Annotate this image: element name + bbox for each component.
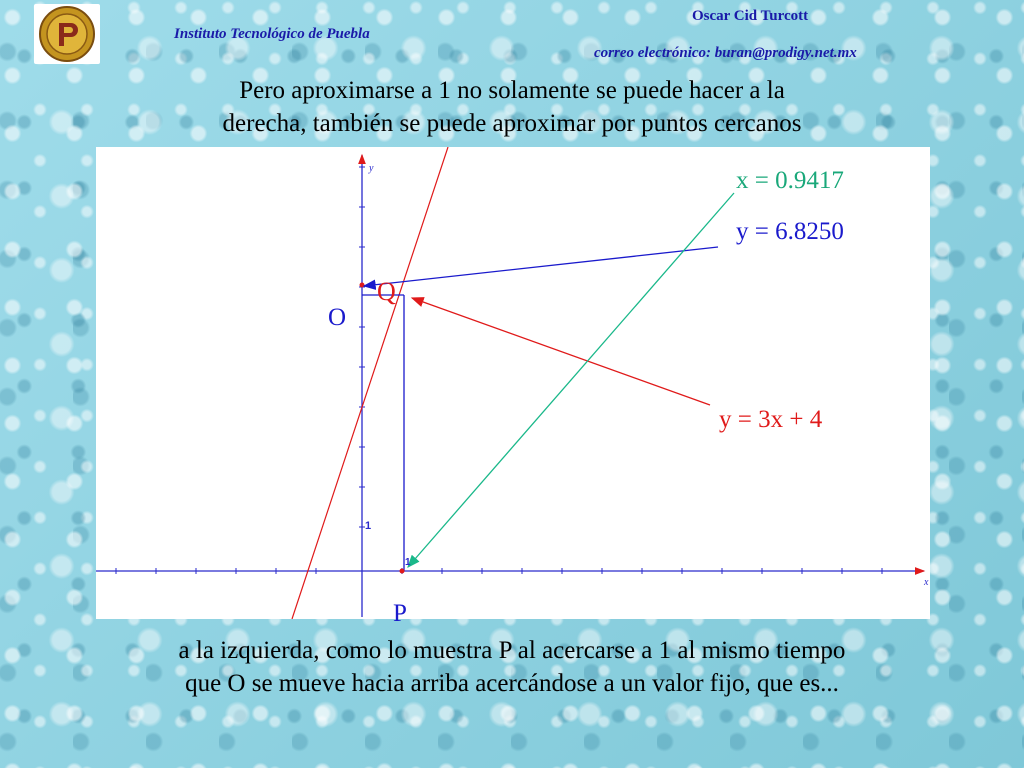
tick-label-x-one: 1 (405, 557, 411, 568)
point-o-label: O (328, 304, 347, 331)
point-p-label: P (393, 600, 407, 627)
intro-line-1: Pero aproximarse a 1 no solamente se puede hacer a la (239, 77, 785, 104)
institute-logo (34, 4, 100, 64)
institute-seal-icon (37, 5, 97, 63)
closing-line-1: a la izquierda, como lo muestra P al acercarse a 1 al mismo tiempo (178, 637, 846, 664)
equation-arrow (412, 298, 710, 405)
closing-line-2: que O se mueve hacia arriba acercándose a un valor fijo, que es... (185, 670, 839, 697)
y-value-arrow (364, 247, 718, 286)
closing-paragraph (0, 634, 1024, 700)
x-value-arrow (408, 193, 734, 567)
point-q-label: Q (377, 277, 396, 306)
x-value-label: x = 0.9417 (736, 167, 844, 194)
point-o[interactable] (360, 283, 365, 288)
axis-x-label: x (924, 577, 929, 588)
graph-panel (96, 147, 930, 619)
y-value-label: y = 6.8250 (736, 218, 844, 245)
point-p[interactable] (400, 569, 405, 574)
axis-y-label: y (369, 163, 374, 174)
institution-name: Instituto Tecnológico de Puebla (174, 26, 370, 42)
author-email[interactable]: correo electrónico: buran@prodigy.net.mx (594, 45, 857, 61)
equation-label: y = 3x + 4 (719, 406, 823, 433)
author-name: Oscar Cid Turcott (692, 8, 809, 24)
intro-paragraph (0, 74, 1024, 140)
tick-label-y-one: 1 (365, 520, 372, 532)
intro-line-2: derecha, también se puede aproximar por puntos cercanos (222, 110, 802, 137)
